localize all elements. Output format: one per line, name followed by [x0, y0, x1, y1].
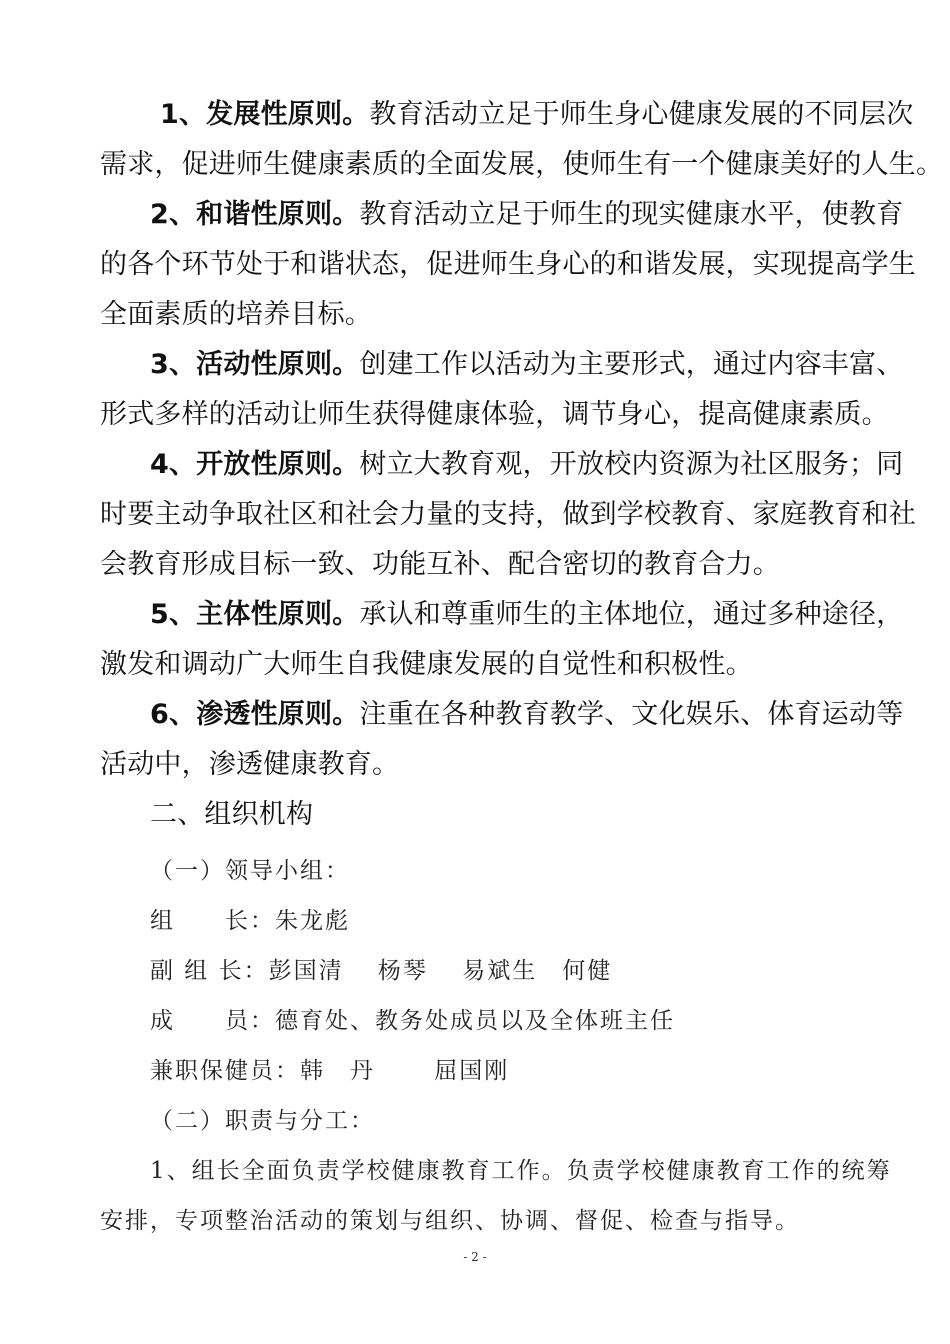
principle-2-first-line — [150, 190, 904, 240]
duty-line: 安排，专项整治活动的策划与组织、协调、督促、检查与指导。 — [100, 1208, 800, 1234]
leader-label: 组 长： — [150, 908, 275, 934]
principle-1-first-line — [160, 90, 914, 140]
deputy-value: 彭国清 杨琴 易斌生 何健 — [268, 958, 613, 984]
principle-title: 3、活动性原则。 — [150, 349, 360, 380]
members-row — [150, 1002, 675, 1035]
deputy-label: 副 组 长： — [150, 958, 269, 984]
deputy-row — [150, 952, 612, 985]
principle-text: 承认和尊重师生的主体地位，通过多种途径， — [359, 599, 904, 630]
health-worker-label: 兼职保健员： — [150, 1058, 300, 1084]
principle-5-first-line — [150, 590, 904, 640]
principle-title: 4、开放性原则。 — [150, 449, 360, 480]
principle-2-line: 全面素质的培养目标。 — [100, 299, 372, 330]
leader-value: 朱龙彪 — [275, 908, 350, 934]
health-worker-value: 韩 丹 屈国刚 — [300, 1058, 510, 1084]
duty-line: 1、组长全面负责学校健康教育工作。负责学校健康教育工作的统筹 — [150, 1158, 892, 1184]
principle-1-line: 需求，促进师生健康素质的全面发展，使师生有一个健康美好的人生。 — [100, 149, 944, 180]
principle-title: 6、渗透性原则。 — [150, 699, 360, 730]
members-label: 成 员： — [150, 1008, 275, 1034]
health-worker-row — [150, 1052, 509, 1085]
subsection-heading: （二）职责与分工： — [150, 1108, 375, 1134]
principle-text: 树立大教育观，开放校内资源为社区服务；同 — [359, 449, 904, 480]
section-heading: 二、组织机构 — [150, 799, 314, 830]
principle-4-line: 时要主动争取社区和社会力量的支持，做到学校教育、家庭教育和社 — [100, 499, 916, 530]
principle-3-first-line — [150, 340, 904, 390]
principle-title: 1、发展性原则。 — [160, 99, 370, 130]
principle-2-line: 的各个环节处于和谐状态，促进师生身心的和谐发展，实现提高学生 — [100, 249, 916, 280]
subsection-heading: （一）领导小组： — [150, 858, 350, 884]
principle-5-line: 激发和调动广大师生自我健康发展的自觉性和积极性。 — [100, 649, 753, 680]
principle-6-line: 活动中，渗透健康教育。 — [100, 749, 400, 780]
leader-row — [150, 902, 350, 935]
page-number: - 2 - — [463, 1250, 487, 1264]
principle-4-line: 会教育形成目标一致、功能互补、配合密切的教育合力。 — [100, 549, 780, 580]
principle-6-first-line — [150, 690, 904, 740]
principle-title: 2、和谐性原则。 — [150, 199, 360, 230]
principle-text: 注重在各种教育教学、文化娱乐、体育运动等 — [359, 699, 904, 730]
principle-text: 创建工作以活动为主要形式，通过内容丰富、 — [359, 349, 904, 380]
principle-3-line: 形式多样的活动让师生获得健康体验，调节身心，提高健康素质。 — [100, 399, 889, 430]
members-value: 德育处、教务处成员以及全体班主任 — [275, 1008, 675, 1034]
principle-text: 教育活动立足于师生的现实健康水平，使教育 — [359, 199, 904, 230]
principle-text: 教育活动立足于师生身心健康发展的不同层次 — [369, 99, 914, 130]
principle-4-first-line — [150, 440, 904, 490]
principle-title: 5、主体性原则。 — [150, 599, 360, 630]
